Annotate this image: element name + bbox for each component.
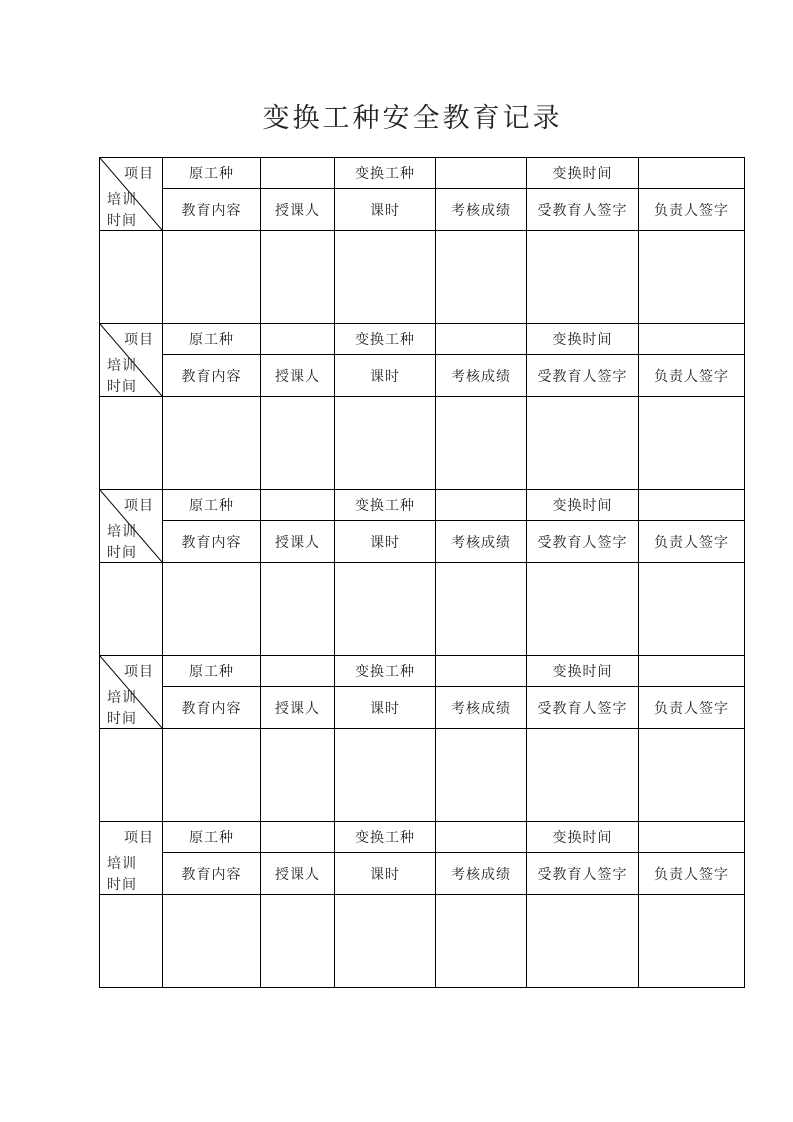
corner-label-project: 项目 (124, 332, 154, 348)
column-supervisor-signature: 负责人签字 (639, 521, 745, 563)
education-content-cell[interactable] (163, 895, 261, 988)
new-job-value[interactable] (436, 822, 527, 853)
column-class-hours: 课时 (335, 189, 436, 231)
original-job-value[interactable] (261, 656, 335, 687)
instructor-cell[interactable] (261, 231, 335, 324)
column-header-row (100, 853, 745, 895)
record-entry-row (100, 231, 745, 324)
trainee-signature-cell[interactable] (527, 729, 639, 822)
column-supervisor-signature: 负责人签字 (639, 853, 745, 895)
original-job-value[interactable] (261, 822, 335, 853)
diagonal-header-cell (100, 158, 163, 231)
corner-label-project: 项目 (124, 498, 154, 514)
corner-label-training-time: 培训时间 (107, 192, 137, 229)
column-education-content: 教育内容 (163, 521, 261, 563)
trainee-signature-cell[interactable] (527, 231, 639, 324)
training-time-cell[interactable] (100, 895, 163, 988)
column-assessment-score: 考核成绩 (436, 521, 527, 563)
corner-label-project: 项目 (124, 664, 154, 680)
new-job-label: 变换工种 (335, 324, 436, 355)
training-time-cell[interactable] (100, 397, 163, 490)
column-class-hours: 课时 (335, 521, 436, 563)
supervisor-signature-cell[interactable] (639, 397, 745, 490)
record-header-row (100, 158, 745, 189)
record-entry-row (100, 895, 745, 988)
instructor-cell[interactable] (261, 895, 335, 988)
class-hours-cell[interactable] (335, 729, 436, 822)
corner-label-project: 项目 (124, 830, 154, 846)
column-education-content: 教育内容 (163, 355, 261, 397)
new-job-label: 变换工种 (335, 158, 436, 189)
change-time-label: 变换时间 (527, 490, 639, 521)
education-content-cell[interactable] (163, 231, 261, 324)
change-time-value[interactable] (639, 324, 745, 355)
column-supervisor-signature: 负责人签字 (639, 189, 745, 231)
document-title: 变换工种安全教育记录 (262, 103, 563, 134)
change-time-value[interactable] (639, 158, 745, 189)
new-job-value[interactable] (436, 324, 527, 355)
column-instructor: 授课人 (261, 853, 335, 895)
new-job-value[interactable] (436, 158, 527, 189)
column-instructor: 授课人 (261, 355, 335, 397)
column-supervisor-signature: 负责人签字 (639, 687, 745, 729)
original-job-label: 原工种 (163, 822, 261, 853)
column-instructor: 授课人 (261, 521, 335, 563)
record-header-row (100, 324, 745, 355)
change-time-label: 变换时间 (527, 324, 639, 355)
new-job-value[interactable] (436, 490, 527, 521)
column-assessment-score: 考核成绩 (436, 355, 527, 397)
new-job-value[interactable] (436, 656, 527, 687)
record-header-row (100, 656, 745, 687)
record-entry-row (100, 397, 745, 490)
change-time-label: 变换时间 (527, 656, 639, 687)
column-class-hours: 课时 (335, 687, 436, 729)
original-job-label: 原工种 (163, 158, 261, 189)
education-content-cell[interactable] (163, 397, 261, 490)
change-time-label: 变换时间 (527, 158, 639, 189)
assessment-score-cell[interactable] (436, 895, 527, 988)
diagonal-header-cell (100, 656, 163, 729)
column-header-row (100, 189, 745, 231)
assessment-score-cell[interactable] (436, 729, 527, 822)
corner-label-project: 项目 (124, 166, 154, 182)
column-education-content: 教育内容 (163, 189, 261, 231)
new-job-label: 变换工种 (335, 656, 436, 687)
corner-label-training-time: 培训时间 (107, 358, 137, 395)
trainee-signature-cell[interactable] (527, 895, 639, 988)
change-time-value[interactable] (639, 656, 745, 687)
column-trainee-signature: 受教育人签字 (527, 687, 639, 729)
assessment-score-cell[interactable] (436, 231, 527, 324)
change-time-value[interactable] (639, 822, 745, 853)
trainee-signature-cell[interactable] (527, 563, 639, 656)
education-content-cell[interactable] (163, 729, 261, 822)
original-job-value[interactable] (261, 324, 335, 355)
supervisor-signature-cell[interactable] (639, 231, 745, 324)
column-header-row (100, 355, 745, 397)
training-time-cell[interactable] (100, 231, 163, 324)
column-header-row (100, 521, 745, 563)
column-assessment-score: 考核成绩 (436, 189, 527, 231)
column-class-hours: 课时 (335, 355, 436, 397)
original-job-value[interactable] (261, 490, 335, 521)
column-class-hours: 课时 (335, 853, 436, 895)
corner-label-training-time: 培训时间 (107, 690, 137, 727)
record-entry-row (100, 729, 745, 822)
instructor-cell[interactable] (261, 563, 335, 656)
education-content-cell[interactable] (163, 563, 261, 656)
class-hours-cell[interactable] (335, 397, 436, 490)
column-header-row (100, 687, 745, 729)
class-hours-cell[interactable] (335, 563, 436, 656)
column-instructor: 授课人 (261, 687, 335, 729)
assessment-score-cell[interactable] (436, 563, 527, 656)
column-education-content: 教育内容 (163, 687, 261, 729)
diagonal-header-cell (100, 822, 163, 895)
column-trainee-signature: 受教育人签字 (527, 355, 639, 397)
original-job-label: 原工种 (163, 656, 261, 687)
training-time-cell[interactable] (100, 563, 163, 656)
instructor-cell[interactable] (261, 397, 335, 490)
supervisor-signature-cell[interactable] (639, 895, 745, 988)
education-record-table (99, 157, 745, 988)
class-hours-cell[interactable] (335, 895, 436, 988)
column-assessment-score: 考核成绩 (436, 687, 527, 729)
class-hours-cell[interactable] (335, 231, 436, 324)
column-education-content: 教育内容 (163, 853, 261, 895)
instructor-cell[interactable] (261, 729, 335, 822)
supervisor-signature-cell[interactable] (639, 729, 745, 822)
record-header-row (100, 822, 745, 853)
supervisor-signature-cell[interactable] (639, 563, 745, 656)
diagonal-header-cell (100, 324, 163, 397)
change-time-label: 变换时间 (527, 822, 639, 853)
original-job-label: 原工种 (163, 490, 261, 521)
change-time-value[interactable] (639, 490, 745, 521)
assessment-score-cell[interactable] (436, 397, 527, 490)
column-assessment-score: 考核成绩 (436, 853, 527, 895)
diagonal-header-cell (100, 490, 163, 563)
column-supervisor-signature: 负责人签字 (639, 355, 745, 397)
new-job-label: 变换工种 (335, 490, 436, 521)
trainee-signature-cell[interactable] (527, 397, 639, 490)
record-entry-row (100, 563, 745, 656)
column-trainee-signature: 受教育人签字 (527, 189, 639, 231)
column-trainee-signature: 受教育人签字 (527, 853, 639, 895)
corner-label-training-time: 培训时间 (107, 856, 137, 893)
original-job-value[interactable] (261, 158, 335, 189)
new-job-label: 变换工种 (335, 822, 436, 853)
corner-label-training-time: 培训时间 (107, 524, 137, 561)
column-trainee-signature: 受教育人签字 (527, 521, 639, 563)
training-time-cell[interactable] (100, 729, 163, 822)
original-job-label: 原工种 (163, 324, 261, 355)
column-instructor: 授课人 (261, 189, 335, 231)
record-header-row (100, 490, 745, 521)
